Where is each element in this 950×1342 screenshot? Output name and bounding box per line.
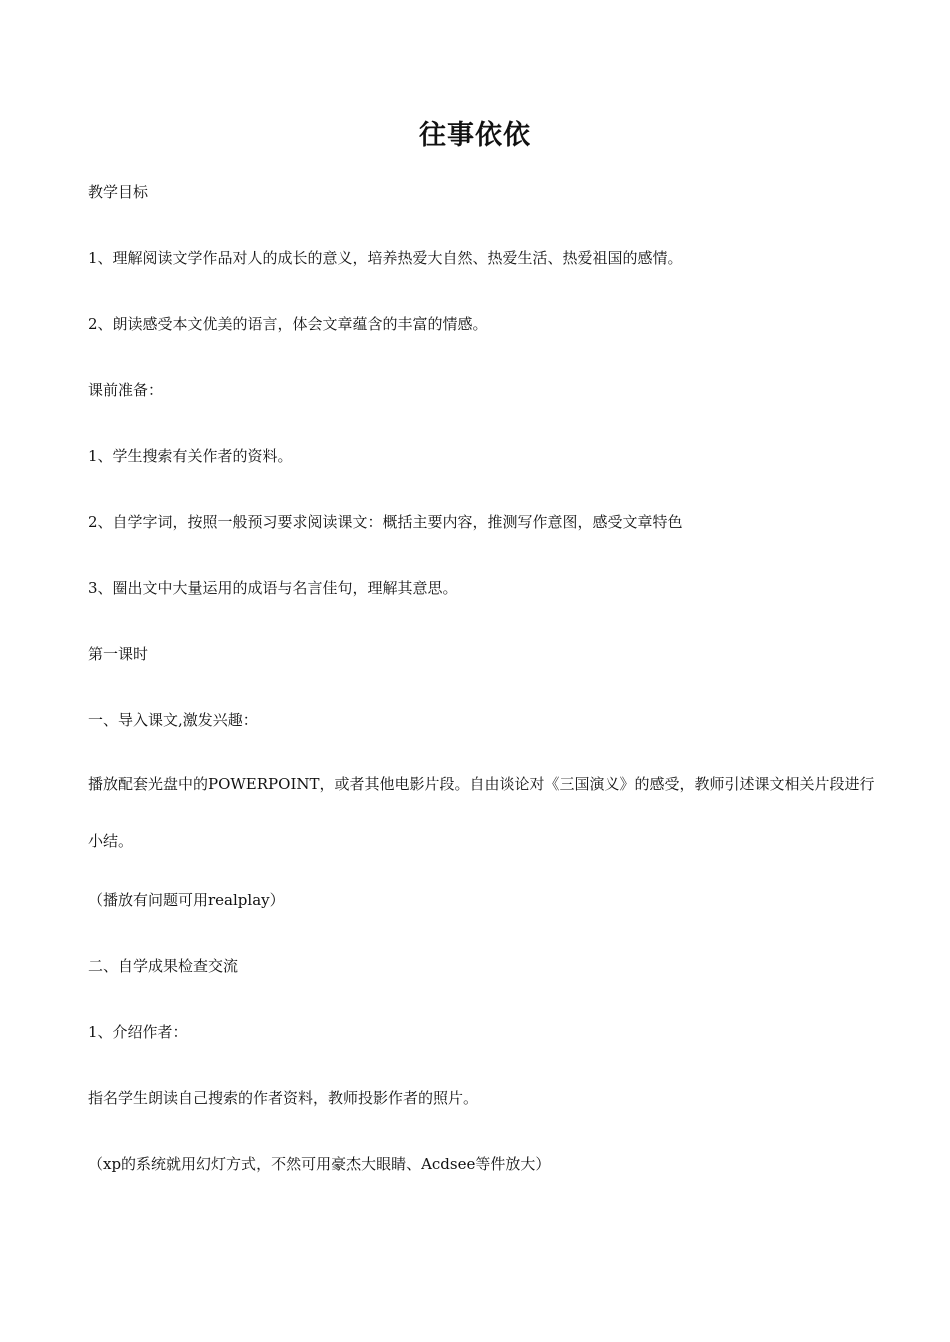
paragraph-preparation-heading: 课前准备： <box>88 381 164 399</box>
paragraph-prep-1: 1、学生搜索有关作者的资料。 <box>88 447 293 465</box>
paragraph-first-lesson-heading: 第一课时 <box>88 645 149 663</box>
paragraph-section-two-heading: 二、自学成果检查交流 <box>88 957 239 975</box>
paragraph-goal-2: 2、朗读感受本文优美的语言，体会文章蕴含的丰富的情感。 <box>88 315 488 333</box>
paragraph-goal-1: 1、理解阅读文学作品对人的成长的意义，培养热爱大自然、热爱生活、热爱祖国的感情。 <box>88 249 683 267</box>
paragraph-xp-note: （xp的系统就用幻灯方式，不然可用豪杰大眼睛、Acdsee等件放大） <box>88 1155 551 1173</box>
document-title: 往事依依 <box>419 120 531 151</box>
paragraph-teaching-goals-heading: 教学目标 <box>88 183 149 201</box>
paragraph-intro-activity: 播放配套光盘中的POWERPOINT，或者其他电影片段。自由谈论对《三国演义》的感受，教师引述课文相关片段进行小结。 <box>88 775 875 850</box>
paragraph-prep-3: 3、圈出文中大量运用的成语与名言佳句，理解其意思。 <box>88 579 458 597</box>
paragraph-author-heading: 1、介绍作者： <box>88 1023 188 1041</box>
paragraph-author-activity: 指名学生朗读自己搜索的作者资料，教师投影作者的照片。 <box>88 1089 479 1107</box>
paragraph-realplay-note: （播放有问题可用realplay） <box>88 891 285 909</box>
paragraph-section-one-heading: 一、导入课文,激发兴趣： <box>88 711 258 729</box>
paragraph-prep-2: 2、自学字词，按照一般预习要求阅读课文：概括主要内容，推测写作意图，感受文章特色 <box>88 513 683 531</box>
